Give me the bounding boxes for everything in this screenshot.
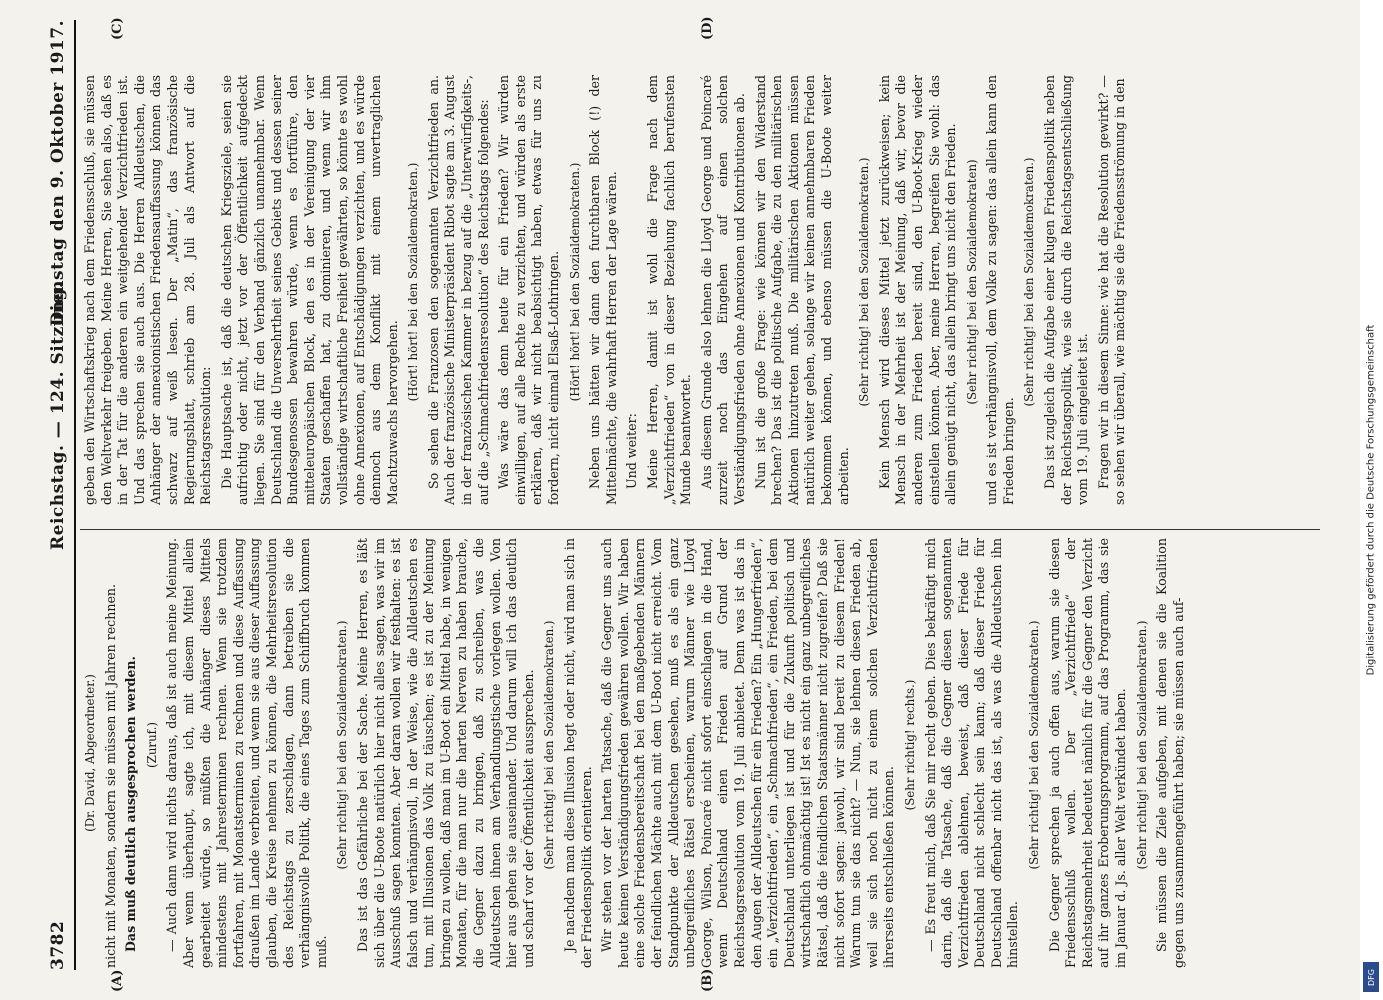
interjection: (Sehr richtig! bei den Sozialdemokraten) [964,159,979,405]
interjection: (Hört! hört! bei den Sozialdemokraten.) [567,162,582,402]
margin-mark-a: (A) [110,969,125,992]
quotation: Die Hauptsache ist, daß die deutschen Kriegsziele, seien sie aufrichtig oder nicht, jetzt vor der Öffentlichkeit aufgedeckt liegen. Sie sind für den Verband gänzlich unannehmbar. Wenn Deutschland die Unversehrtheit seines Gebiets und dessen seiner Bundesgenossen bewahren würde, wenn es fortführe, den mitteleuropäischen Block, den es in der Vereinigung der vier Staaten geschaffen hat, zu dominieren, und wenn wir ihm vollständige wirtschaftliche Freiheit gewährten, so könnte es wohl ohne Annexionen, auf Entschädigungen verzichten, und es würde dennoch aus dem Konflikt mit einem unvertraglichen Machtzuwachs hervorgehen. [218,75,400,505]
paragraph: Je nachdem man diese Illusion hegt oder nicht, wird man sich in der Friedenspolitik orientieren. [562,538,594,968]
paragraph: — Es freut mich, daß Sie mir recht geben. Dies bekräftigt mich darin, daß die Tatsache, daß die Gegner diesen sogenannten Verzichtfrieden ablehnen, beweist, daß dieser Friede für Deutschland nicht schlecht sein kann; daß dieser Friede für Deutschland offenbar nicht das ist, als was die Alldeutschen ihn hinstellen. [922,538,1021,968]
interjection: (Zuruf.) [144,722,159,768]
page-number: 3782 [48,920,68,970]
paragraph: nicht mit Monaten, sondern sie müssen mit Jahren rechnen. [102,583,118,968]
session-date: Dienstag den 9. Oktober 1917. [48,20,68,327]
interjection: (Sehr richtig! bei den Sozialdemokraten.) [335,620,350,870]
right-column [82,75,1322,505]
paragraph: Das ist zugleich die Aufgabe einer klugen Friedenspolitik neben der Reichstagspolitik, wie sie durch die Reichstagsentschließung vom 19. Juli eingeleitet ist. [1042,75,1091,505]
paragraph: Kein Mensch wird dieses Mittel jetzt zurückweisen; kein Mensch in der Mehrheit ist der Meinung, daß wir, bevor die anderen zum Frieden bereit sind, den U-Boot-Krieg wieder einstellen können. Aber, meine Herren, begreifen Sie wohl: das allein genügt nicht, das allein bringt uns nicht den Frieden. [876,75,959,505]
paragraph: Aus diesem Grunde also lehnen die Lloyd George und Poincaré zurzeit noch das Eingehen auf einen solchen Verständigungsfrieden ohne Annexionen und Kontributionen ab. [698,75,747,505]
digitization-caption: Digitalisierung gefördert durch die Deutsche Forschungsgemeinschaft [1365,324,1377,676]
rotated-page-content [40,0,1340,1000]
paragraph: geben den Wirtschaftskrieg nach dem Friedensschluß, sie müssen den Weltverkehr freigeben. Meine Herren, Sie sehen also, daß es in der Tat für die anderen ein weitgehender Verzichtfrieden ist. Und das sprechen sie auch aus. Die Herren Alldeutschen, die Anhänger der annexionistischen Friedensauffassung können das schwarz auf weiß lesen. Der „Matin“, das französische Regierungsblatt, schrieb am 28. Juli als Antwort auf die Reichstagsresolution: [82,75,214,505]
paragraph: und es ist verhängnisvoll, dem Volke zu sagen: das allein kann den Frieden bringen. [984,75,1016,505]
dfg-logo-text: DFG [1366,968,1376,986]
interjection: (Hört! hört! bei den Sozialdemokraten.) [406,162,421,402]
paragraph: Fragen wir in diesem Sinne: wie hat die Resolution gewirkt? — so sehen wir überall, wie mächtig sie die Friedensströmung in den [1095,75,1128,505]
paragraph: Wir stehen vor der harten Tatsache, daß die Gegner uns auch heute keinen Verständigungsfrieden gewähren wollen. Wir haben eine solche Friedensbereitschaft bei den maßgebenden Männern der feindlichen Mächte auch mit dem U-Boot nicht erreicht. Vom Standpunkte der Alldeutschen gesehen, muß es als ein ganz unbegreifliches Rätsel erscheinen, warum Männer wie Lloyd George, Wilson, Poincaré nicht sofort einschlagen in die Hand, wenn Deutschland einen Frieden auf Grund der Reichstagsresolution vom 19. Juli anbietet. Denn was ist das in den Augen der Alldeutschen für ein Frieden? Ein „Hungerfrieden“, ein „Verzichtfrieden“, ein „Schmachfrieden“, ein Frieden, bei dem Deutschland unterliegen ist und für die Zukunft politisch und wirtschaftlich ohnmächtig ist! Ist es nicht ein ganz unbegreifliches Rätsel, daß die feindlichen Staatsmänner nicht zugreifen? Daß sie nicht sofort sagen: jawohl, wir sind bereit zu diesem Frieden! Warum tun sie das nicht? — Nun, sie lehnen diesen Frieden ab, weil sie sich noch nicht zu einem solchen Verzichtfrieden ihrerseits entschließen können. [599,538,897,968]
paragraph: Die Gegner sprechen ja auch offen aus, warum sie diesen Friedensschluß wollen. Der „Verzichtfriede“ der Reichstagsmehrheit bedeutet nämlich für die Gegner den Verzicht auf ihr ganzes Eroberungsprogramm, auf das Programm, das sie im Januar d. Js. aller Welt verkündet haben. [1046,538,1129,968]
quotation: Was wäre das denn heute für ein Frieden? Wir würden einwilligen, auf alle Rechte zu verzichten, und würden als erste erklären, daß wir nicht beabsichtigt haben, etwas für uns zu fordern, nicht einmal Elsaß-Lothringen. [496,75,562,505]
interjection: (Sehr richtig! bei den Sozialdemokraten.) [1022,157,1037,407]
session-title: Reichstag. — 124. Sitzung. [48,281,68,550]
interjection: (Sehr richtig! bei den Sozialdemokraten.) [857,157,872,407]
paragraph: Sie müssen die Ziele aufgeben, mit denen sie die Koalition gegen uns zusammengeführt haben; sie müssen auch auf- [1154,538,1186,968]
interjection: (Sehr richtig! rechts.) [902,679,917,811]
quotation: Neben uns hätten wir dann den furchtbaren Block (!) der Mittelmächte, die wahrhaft Herren der Lage wären. [587,75,619,505]
interjection: (Sehr richtig! bei den Sozialdemokraten.) [1134,620,1149,870]
page-header [48,20,76,970]
paragraph: Nun ist die große Frage: wie können wir den Widerstand brechen? Das ist die politische Aufgabe, die zu den militärischen Aktionen hinzutreten muß. Die militärischen Aktionen müssen natürlich weiter gehen, solange wir keinen annehmbaren Frieden bekommen können, und ebenso müssen die U-Boote weiter arbeiten. [752,75,851,505]
paragraph: Meine Herren, damit ist wohl die Frage nach dem „Verzichtfrieden“ von in dieser Beziehung fachlich berufensten Munde beantwortet. [645,75,694,505]
margin-mark-b: (B) [700,968,715,992]
interjection: (Sehr richtig! bei den Sozialdemokraten.) [1027,620,1042,870]
paragraph: So sehen die Franzosen den sogenannten Verzichtfrieden an. Auch der französische Ministerpräsident Ribot sagte am 3. August in der französischen Kammer in bezug auf die „Unterwürfigkeits-, auf die „Schmachfriedensresolution“ des Reichstags folgendes: [425,75,491,505]
interjection: (Sehr richtig! bei den Sozialdemokraten.) [542,620,557,870]
paragraph: Und weiter: [624,413,640,489]
margin-mark-d: (D) [700,16,715,40]
column-divider [80,529,1320,530]
paragraph: — Auch dann wird nichts daraus, daß ist auch meine Meinung. Aber wenn überhaupt, sagte ich, mit diesem Mittel allein gearbeitet würde, so müßten die Anhänger dieses Mittels mindestens mit Jahresterminen rechnen. Wenn sie trotzdem fortfahren, mit Monatsterminen zu rechnen und diese Auffassung draußen im Lande verbreiten, und wenn sie aus dieser Auffassung glauben, die Kreise nehmen zu können, die Mehrheitsresolution des Reichstags zu zerschlagen, dann betreiben sie die verhängnisvolle Politik, die eines Tages zum Schiffbruch kommen muß. [164,538,329,968]
margin-mark-c: (C) [110,17,125,40]
paragraph: Das ist das Gefährliche bei der Sache. Meine Herren, es läßt sich über die U-Boote natürlich hier nicht alles sagen, was wir im Ausschuß sagen konnten. Aber daran wollen wir festhalten: es ist falsch und verhängnisvoll, in der Weise, wie die Alldeutschen es tun, mit Illusionen das Volk zu täuschen; es ist zu der Meinung bringen zu wollen, daß man im U-Boot ein Mittel habe, in wenigen Monaten, für die man nur die harten Nerven zu haben brauche, die Gegner dazu zu bringen, daß zu schreiben, was die Alldeutschen ihnen am Verhandlungstische vorlegen wollen. Von hier aus gehen sie auseinander. Und darum will ich das deutlich und scharf vor der Öffentlichkeit aussprechen. [354,538,536,968]
dfg-logo [1363,962,1379,992]
paragraph: Das muß deutlich ausgesprochen werden. [123,656,139,952]
speaker-line: (Dr. David, Abgeordneter.) [83,674,97,832]
left-column [82,538,1322,968]
